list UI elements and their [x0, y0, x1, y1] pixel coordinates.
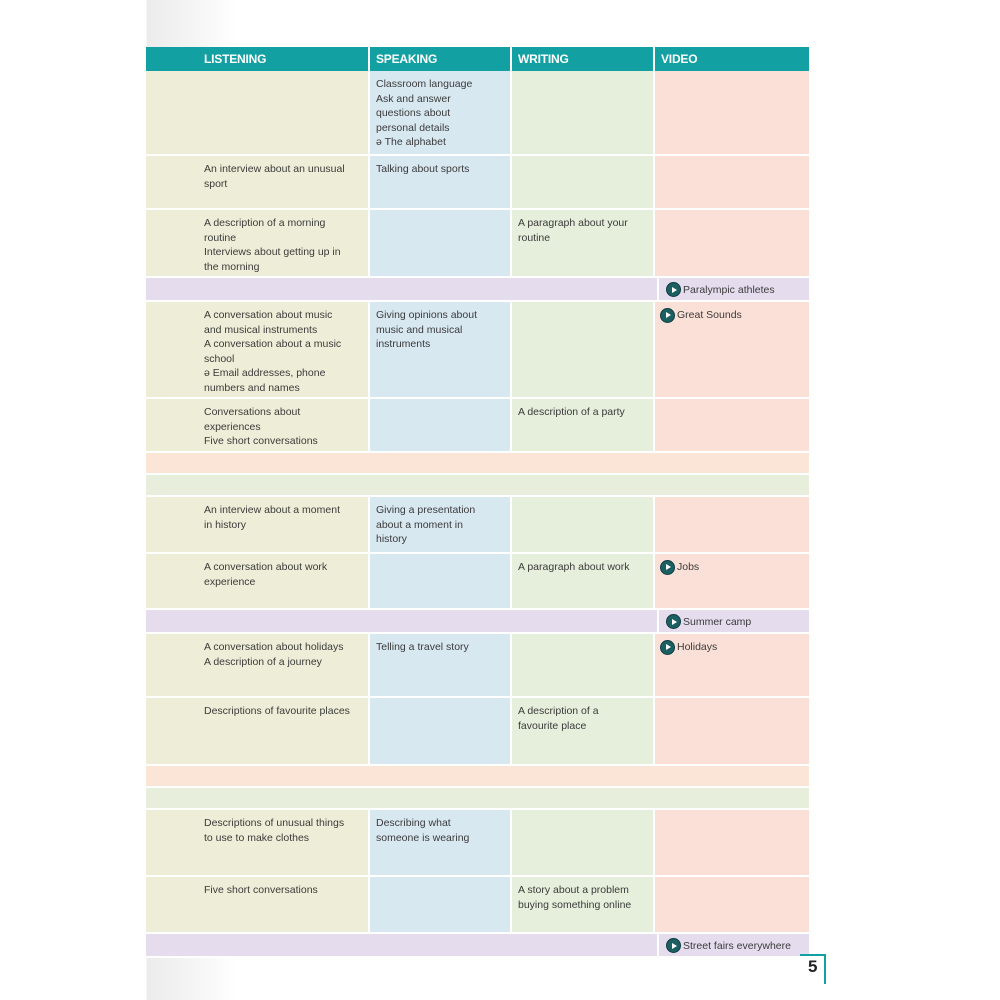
speaking-cell — [370, 877, 512, 932]
page-number: 5 — [808, 957, 818, 976]
video-item[interactable] — [661, 560, 803, 575]
video-cell — [655, 877, 809, 932]
speaking-text: Classroom language — [376, 78, 473, 90]
video-cell — [655, 497, 809, 552]
video-cell — [655, 210, 809, 276]
video-cell — [655, 554, 809, 608]
listening-text: A conversation about work — [204, 561, 328, 573]
table-row — [146, 497, 809, 554]
listening-text: in history — [204, 518, 247, 531]
writing-cell — [512, 210, 655, 276]
writing-cell — [512, 634, 655, 696]
speaking-cell — [370, 399, 512, 451]
section-band — [146, 788, 809, 810]
video-item[interactable] — [667, 939, 791, 952]
speaking-text: instruments — [376, 338, 431, 350]
listening-text: Five short conversations — [204, 435, 318, 447]
speaking-cell — [370, 554, 512, 608]
listening-text: An interview about a moment — [204, 504, 340, 516]
listening-text: experience — [204, 575, 256, 588]
listening-cell — [146, 71, 370, 154]
writing-cell — [512, 302, 655, 397]
video-cell — [657, 278, 809, 300]
video-title: Street fairs everywhere — [683, 939, 791, 952]
video-item[interactable] — [661, 308, 803, 323]
speaking-text: about a moment in — [376, 518, 463, 531]
speaking-text: personal details — [376, 121, 450, 134]
writing-text: A description of a party — [518, 406, 625, 418]
speaking-cell — [370, 156, 512, 208]
listening-text: experiences — [204, 420, 261, 433]
listening-text: A conversation about holidays — [204, 641, 344, 653]
listening-text: Interviews about getting up in — [204, 246, 341, 258]
listening-text: numbers and names — [204, 381, 300, 394]
speaking-text: Giving opinions about — [376, 309, 477, 321]
table-row — [146, 698, 809, 766]
listening-text: A conversation about music — [204, 309, 333, 321]
speaking-cell — [370, 302, 512, 397]
writing-text: buying something online — [518, 898, 632, 911]
play-icon — [661, 561, 674, 574]
speaking-cell — [370, 634, 512, 696]
listening-cell — [146, 554, 370, 608]
speaking-text: Giving a presentation — [376, 504, 476, 516]
speaking-text: Describing what — [376, 817, 451, 829]
table-row — [146, 302, 809, 399]
listening-text: Descriptions of favourite places — [204, 705, 350, 717]
speaking-cell — [370, 497, 512, 552]
table-row — [146, 399, 809, 453]
play-icon — [667, 939, 680, 952]
writing-text: favourite place — [518, 719, 587, 732]
video-cell — [655, 698, 809, 764]
video-cell — [655, 810, 809, 875]
table-row — [146, 810, 809, 877]
table-row — [146, 156, 809, 210]
speaking-text: someone is wearing — [376, 831, 470, 844]
video-item[interactable] — [661, 640, 803, 655]
syllabus-table — [146, 47, 809, 958]
speaking-text: music and musical — [376, 323, 463, 336]
listening-text: An interview about an unusual — [204, 163, 345, 175]
video-cell — [655, 156, 809, 208]
table-row — [146, 877, 809, 934]
section-band — [146, 610, 809, 634]
video-title: Summer camp — [683, 615, 752, 628]
section-band — [146, 934, 809, 958]
speaking-text: questions about — [376, 107, 451, 119]
listening-cell — [146, 877, 370, 932]
video-title: Great Sounds — [677, 309, 742, 321]
listening-text: routine — [204, 231, 237, 244]
writing-cell — [512, 810, 655, 875]
speaking-cell — [370, 698, 512, 764]
section-band — [146, 475, 809, 497]
listening-cell — [146, 698, 370, 764]
listening-text: Conversations about — [204, 406, 301, 418]
speaking-text: Ask and answer — [376, 92, 451, 105]
header-writing: WRITING — [512, 47, 655, 71]
writing-cell — [512, 554, 655, 608]
listening-text: A conversation about a music — [204, 338, 342, 350]
table-body — [146, 71, 809, 958]
writing-cell — [512, 399, 655, 451]
listening-cell — [146, 156, 370, 208]
play-icon — [661, 309, 674, 322]
writing-cell — [512, 71, 655, 154]
writing-cell — [512, 497, 655, 552]
video-item[interactable] — [667, 615, 751, 628]
writing-text: routine — [518, 231, 551, 244]
video-title: Jobs — [677, 561, 700, 573]
writing-text: A story about a problem — [518, 884, 629, 896]
video-cell — [655, 71, 809, 154]
play-icon — [667, 615, 680, 628]
header-listening: LISTENING — [146, 47, 370, 71]
listening-text: A description of a morning — [204, 217, 326, 229]
writing-cell — [512, 698, 655, 764]
listening-text: the morning — [204, 260, 260, 273]
header-video: VIDEO — [655, 47, 809, 71]
video-cell — [655, 302, 809, 397]
listening-cell — [146, 634, 370, 696]
video-cell — [657, 934, 809, 956]
section-band — [146, 278, 809, 302]
table-row — [146, 634, 809, 698]
writing-cell — [512, 877, 655, 932]
video-item[interactable] — [667, 283, 775, 296]
listening-text: ə Email addresses, phone — [204, 367, 326, 379]
speaking-cell — [370, 810, 512, 875]
video-cell — [655, 399, 809, 451]
play-icon — [661, 641, 674, 654]
play-icon — [667, 283, 680, 296]
table-row — [146, 554, 809, 610]
video-title: Paralympic athletes — [683, 283, 775, 296]
video-cell — [657, 610, 809, 632]
header-speaking: SPEAKING — [370, 47, 512, 71]
speaking-text: Talking about sports — [376, 163, 470, 175]
listening-text: school — [204, 352, 235, 365]
speaking-cell — [370, 71, 512, 154]
video-title: Holidays — [677, 641, 718, 653]
listening-text: and musical instruments — [204, 323, 318, 336]
listening-text: Five short conversations — [204, 884, 318, 896]
listening-cell — [146, 497, 370, 552]
table-header — [146, 47, 809, 71]
listening-text: Descriptions of unusual things — [204, 817, 345, 829]
video-cell — [655, 634, 809, 696]
writing-text: A description of a — [518, 705, 599, 717]
table-row — [146, 71, 809, 156]
speaking-cell — [370, 210, 512, 276]
speaking-text: ə The alphabet — [376, 136, 446, 148]
speaking-text: history — [376, 533, 407, 545]
table-row — [146, 210, 809, 278]
section-band — [146, 453, 809, 475]
listening-cell — [146, 399, 370, 451]
listening-cell — [146, 302, 370, 397]
writing-cell — [512, 156, 655, 208]
listening-cell — [146, 810, 370, 875]
listening-text: to use to make clothes — [204, 831, 310, 844]
listening-text: A description of a journey — [204, 655, 322, 668]
speaking-text: Telling a travel story — [376, 641, 469, 653]
section-band — [146, 766, 809, 788]
writing-text: A paragraph about your — [518, 217, 628, 229]
writing-text: A paragraph about work — [518, 561, 630, 573]
listening-cell — [146, 210, 370, 276]
listening-text: sport — [204, 177, 228, 190]
